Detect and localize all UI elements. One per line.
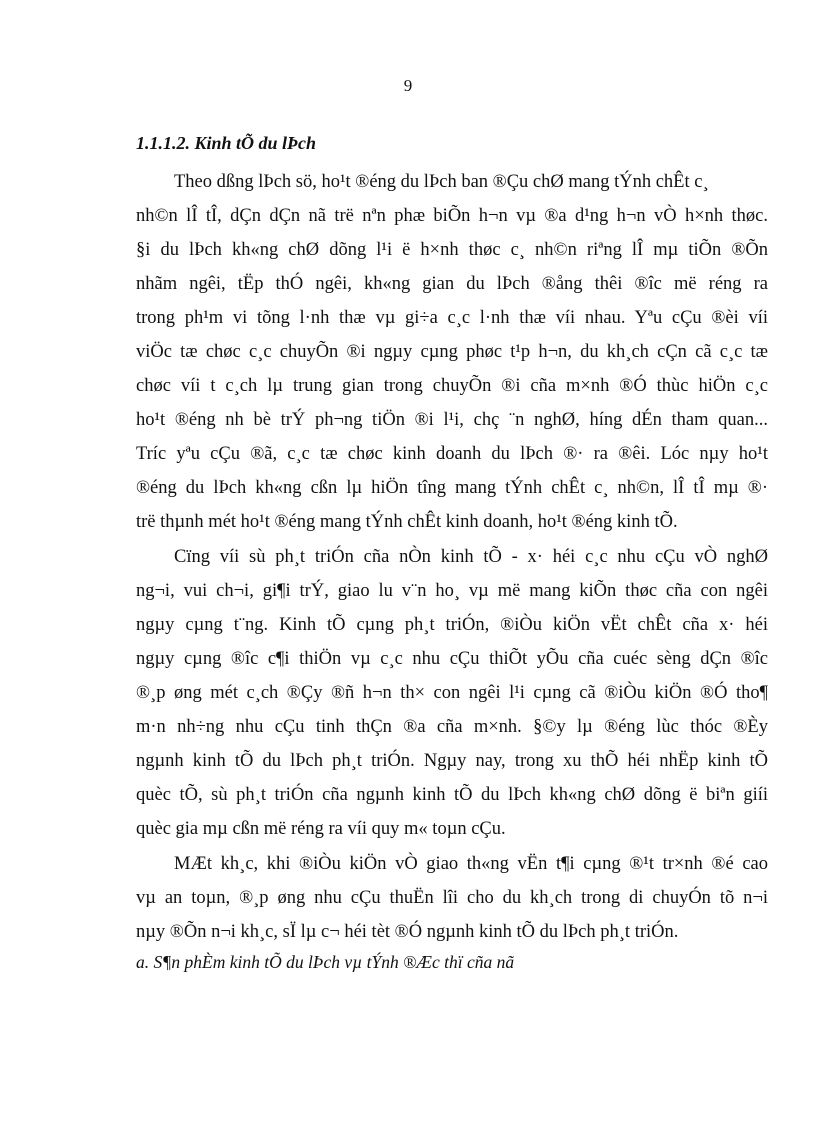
paragraph-1-line-4: nhãm ngêi, tËp thÓ ngêi, kh«ng gian du lÞch ®ång thêi ®îc më réng ra xyxy=(136,274,768,294)
paragraph-2-line-6: m·n nh÷ng nhu cÇu tinh thÇn ®a cña m×nh. §©y lµ ®éng lùc thóc ®Èy xyxy=(136,717,768,737)
paragraph-1-line-8: ho¹t ®éng nh bè trÝ ph¬ng tiÖn ®i l¹i, chç ¨n nghØ, híng dÉn tham quan... xyxy=(136,410,768,430)
paragraph-2-line-5: ®¸p øng mét c¸ch ®Çy ®ñ h¬n th× con ngêi l¹i cµng cã ®iÒu kiÖn ®Ó tho¶ xyxy=(136,683,768,703)
paragraph-1-line-5: trong ph¹m vi tõng l·nh thæ vµ gi÷a c¸c l·nh thæ víi nhau. Yªu cÇu ®èi víi xyxy=(136,308,768,328)
paragraph-1-line-9: Tríc yªu cÇu ®ã, c¸c tæ chøc kinh doanh du lÞch ®· ra ®êi. Lóc nµy ho¹t xyxy=(136,444,768,464)
section-heading: 1.1.1.2. Kinh tÕ du lÞch xyxy=(136,133,317,153)
paragraph-1-line-3: §i du lÞch kh«ng chØ dõng l¹i ë h×nh thøc c¸ nh©n riªng lÎ mµ tiÕn ®Õn xyxy=(136,240,768,260)
paragraph-3-line-3: nµy ®Õn n¬i kh¸c, sÏ lµ c¬ héi tèt ®Ó ngµnh kinh tÕ du lÞch ph¸t triÓn. xyxy=(136,922,679,942)
paragraph-2-line-1: Cïng víi sù ph¸t triÓn cña nÒn kinh tÕ - x· héi c¸c nhu cÇu vÒ nghØ xyxy=(174,547,768,567)
paragraph-3-line-1: MÆt kh¸c, khi ®iÒu kiÖn vÒ giao th«ng vËn t¶i cµng ®¹t tr×nh ®é cao xyxy=(174,854,768,874)
paragraph-1-line-2: nh©n lÎ tÎ, dÇn dÇn nã trë nªn phæ biÕn h¬n vµ ®a d¹ng h¬n vÒ h×nh thøc. xyxy=(136,206,768,226)
paragraph-1-line-6: viÖc tæ chøc c¸c chuyÕn ®i ngµy cµng phøc t¹p h¬n, du kh¸ch cÇn cã c¸c tæ xyxy=(136,342,768,362)
paragraph-1-line-1: Theo dßng lÞch sö, ho¹t ®éng du lÞch ban ®Çu chØ mang tÝnh chÊt c¸ xyxy=(174,172,709,192)
subsection-heading: a. S¶n phÈm kinh tÕ du lÞch vµ tÝnh ®Æc thï cña nã xyxy=(136,952,515,972)
paragraph-2-line-4: ngµy cµng ®îc c¶i thiÖn vµ c¸c nhu cÇu thiÕt yÕu cña cuéc sèng dÇn ®îc xyxy=(136,649,768,669)
paragraph-2-line-3: ngµy cµng t¨ng. Kinh tÕ cµng ph¸t triÓn, ®iÒu kiÖn vËt chÊt cña x· héi xyxy=(136,615,768,635)
paragraph-2-line-2: ng¬i, vui ch¬i, gi¶i trÝ, giao lu v¨n ho¸ vµ më mang kiÕn thøc cña con ngêi xyxy=(136,581,768,601)
paragraph-1-line-10: ®éng du lÞch kh«ng cßn lµ hiÖn tîng mang tÝnh chÊt c¸ nh©n, lÎ tÎ mµ ®· xyxy=(136,478,768,498)
paragraph-1-line-11: trë thµnh mét ho¹t ®éng mang tÝnh chÊt kinh doanh, ho¹t ®éng kinh tÕ. xyxy=(136,512,678,532)
page-number: 9 xyxy=(403,76,413,95)
paragraph-1-line-7: chøc víi t c¸ch lµ trung gian trong chuyÕn ®i cña m×nh ®Ó thùc hiÖn c¸c xyxy=(136,376,768,396)
paragraph-2-line-9: quèc gia mµ cßn më réng ra víi quy m« toµn cÇu. xyxy=(136,819,506,839)
paragraph-2-line-8: quèc tÕ, sù ph¸t triÓn cña ngµnh kinh tÕ du lÞch kh«ng chØ dõng ë biªn giíi xyxy=(136,785,768,805)
paragraph-2-line-7: ngµnh kinh tÕ du lÞch ph¸t triÓn. Ngµy nay, trong xu thÕ héi nhËp kinh tÕ xyxy=(136,751,768,771)
paragraph-3-line-2: vµ an toµn, ®¸p øng nhu cÇu thuËn lîi cho du kh¸ch trong di chuyÓn tõ n¬i xyxy=(136,888,768,908)
